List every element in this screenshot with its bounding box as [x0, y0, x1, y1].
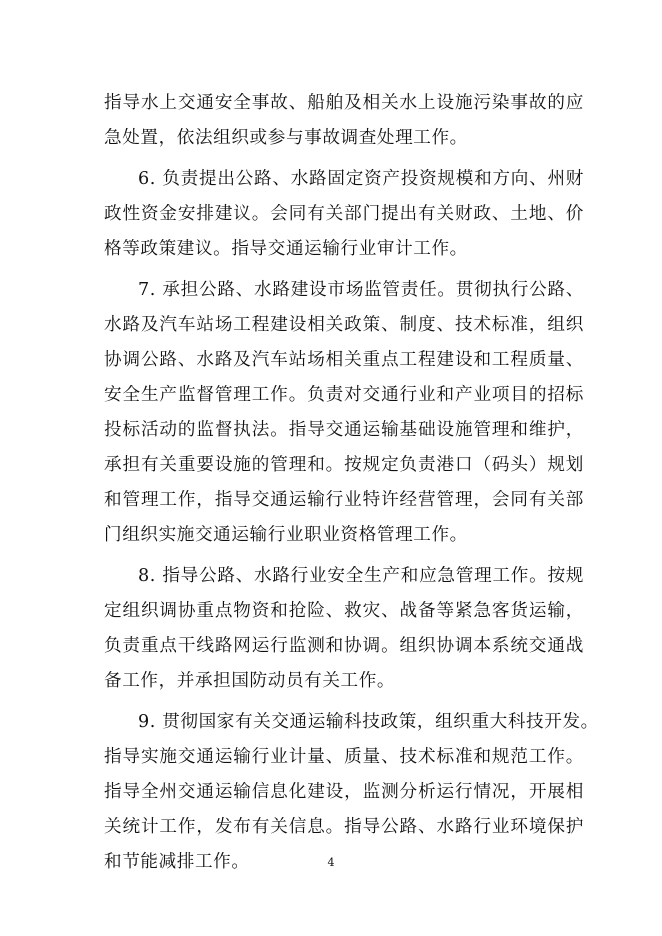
text-line: 和节能减排工作。 — [104, 852, 250, 872]
page-number: 4 — [327, 856, 335, 869]
text-line: 7. 承担公路、水路建设市场监管责任。贯彻执行公路、 — [138, 280, 584, 300]
paragraph-item-6 — [104, 162, 584, 267]
text-line: 8. 指导公路、水路行业安全生产和应急管理工作。按规 — [138, 566, 584, 586]
text-line: 投标活动的监督执法。指导交通运输基础设施管理和维护， — [104, 420, 584, 440]
text-line: 指导实施交通运输行业计量、质量、技术标准和规范工作。 — [104, 747, 584, 767]
text-line: 急处置，依法组织或参与事故调查处理工作。 — [104, 128, 468, 148]
text-line: 水路及汽车站场工程建设相关政策、制度、技术标准，组织 — [104, 315, 584, 335]
text-line: 和管理工作，指导交通运输行业特许经营管理，会同有关部 — [104, 490, 584, 510]
text-line: 6. 负责提出公路、水路固定资产投资规模和方向、州财 — [138, 169, 584, 189]
text-line: 承担有关重要设施的管理和。按规定负责港口（码头）规划 — [104, 455, 584, 475]
text-line: 指导全州交通运输信息化建设，监测分析运行情况，开展相 — [104, 782, 584, 802]
text-line: 指导水上交通安全事故、船舶及相关水上设施污染事故的应 — [104, 93, 584, 113]
text-line: 关统计工作，发布有关信息。指导公路、水路行业环境保护 — [104, 817, 584, 837]
paragraph-item-9 — [104, 705, 599, 880]
text-line: 协调公路、水路及汽车站场相关重点工程建设和工程质量、 — [104, 350, 584, 370]
body-text — [104, 86, 599, 886]
text-line: 政性资金安排建议。会同有关部门提出有关财政、土地、价 — [104, 204, 584, 224]
text-line: 负责重点干线路网运行监测和协调。组织协调本系统交通战 — [104, 636, 584, 656]
text-line: 安全生产监督管理工作。负责对交通行业和产业项目的招标 — [104, 385, 584, 405]
text-line: 备工作，并承担国防动员有关工作。 — [104, 671, 396, 691]
paragraph-item-7 — [104, 273, 584, 553]
text-line: 门组织实施交通运输行业职业资格管理工作。 — [104, 525, 468, 545]
paragraph-continued — [104, 86, 584, 156]
text-line: 定组织调协重点物资和抢险、救灾、战备等紧急客货运输， — [104, 601, 584, 621]
text-line: 格等政策建议。指导交通运输行业审计工作。 — [104, 239, 468, 259]
text-line: 9. 贯彻国家有关交通运输科技政策，组织重大科技开发。 — [138, 712, 599, 732]
paragraph-item-8 — [104, 559, 584, 699]
